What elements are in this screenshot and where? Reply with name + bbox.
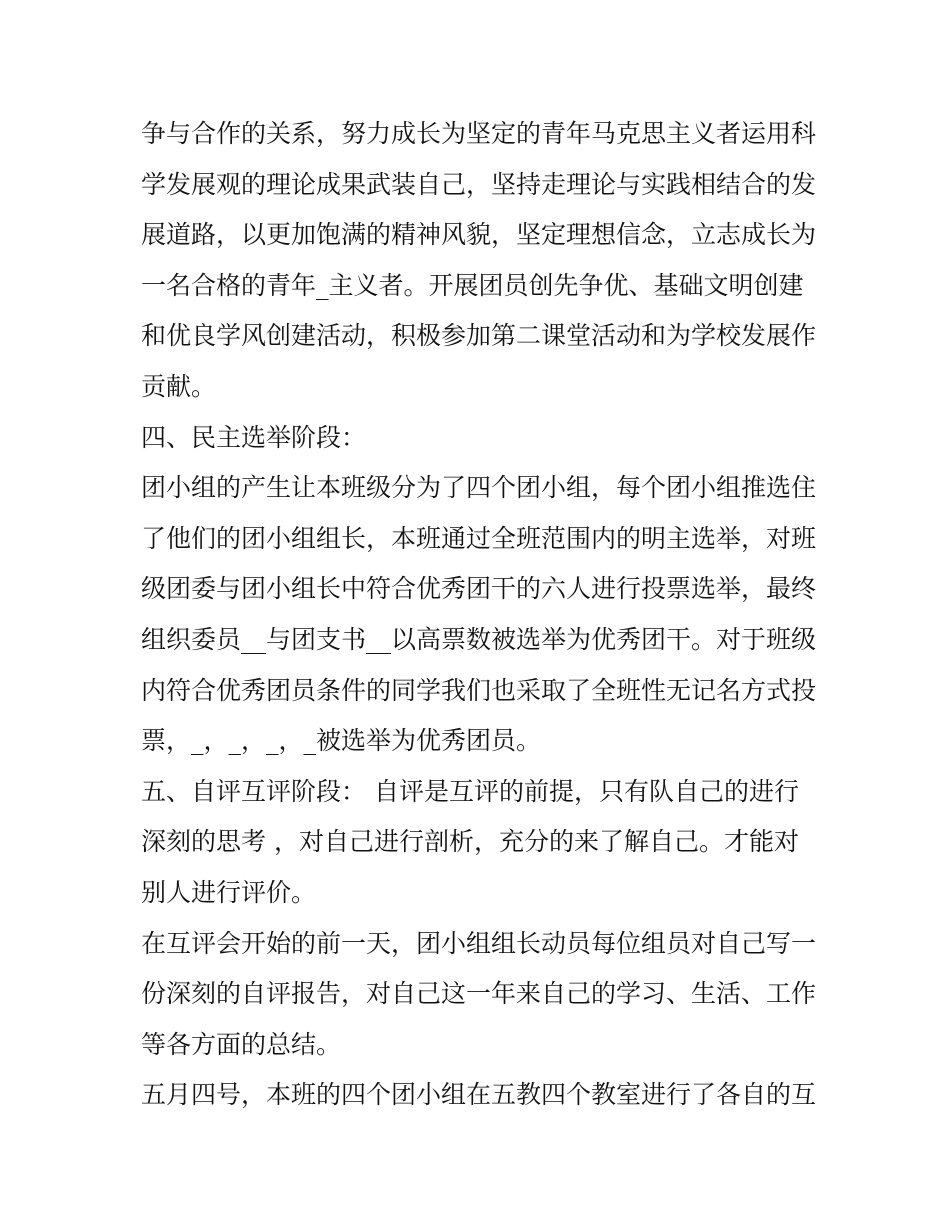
section-heading: 四、民主选举阶段： <box>141 422 367 452</box>
text-line: 一名合格的青年_主义者。开展团员创先争优、基础文明创建 <box>141 270 804 300</box>
text-line: 贡献。 <box>141 371 217 401</box>
text-line: 深刻的思考 ，对自己进行剖析，充分的来了解自己。才能对 <box>141 827 799 857</box>
text-line: 和优良学风创建活动，积极参加第二课堂活动和为学校发展作 <box>141 321 817 351</box>
text-line: 等各方面的总结。 <box>141 1029 342 1059</box>
text-line: 五月四号，本班的四个团小组在五教四个教室进行了各自的互 <box>141 1080 817 1110</box>
text-line: 展道路，以更加饱满的精神风貌，坚定理想信念，立志成长为 <box>141 220 817 250</box>
text-line: 内符合优秀团员条件的同学我们也采取了全班性无记名方式投 <box>141 675 817 705</box>
text-line: 争与合作的关系，努力成长为坚定的青年马克思主义者运用科 <box>141 119 817 148</box>
text-line: 份深刻的自评报告，对自己这一年来自己的学习、生活、工作 <box>141 979 817 1009</box>
text-line: 组织委员__与团支书__以高票数被选举为优秀团干。对于班级 <box>141 624 817 654</box>
text-line: 团小组的产生让本班级分为了四个团小组，每个团小组推选住 <box>141 473 817 503</box>
text-line: 学发展观的理论成果武装自己，坚持走理论与实践相结合的发 <box>141 169 817 199</box>
body-text <box>141 109 821 1121</box>
text-line: 在互评会开始的前一天，团小组组长动员每位组员对自己写一 <box>141 928 817 958</box>
section-heading: 五、自评互评阶段： 自评是互评的前提，只有队自己的进行 <box>141 776 799 806</box>
text-line: 了他们的团小组组长，本班通过全班范围内的明主选举，对班 <box>141 523 817 553</box>
text-line: 级团委与团小组长中符合优秀团干的六人进行投票选举，最终 <box>141 574 817 604</box>
text-line: 别人进行评价。 <box>141 877 317 907</box>
text-line: 票，_，_，_，_被选举为优秀团员。 <box>141 726 542 756</box>
